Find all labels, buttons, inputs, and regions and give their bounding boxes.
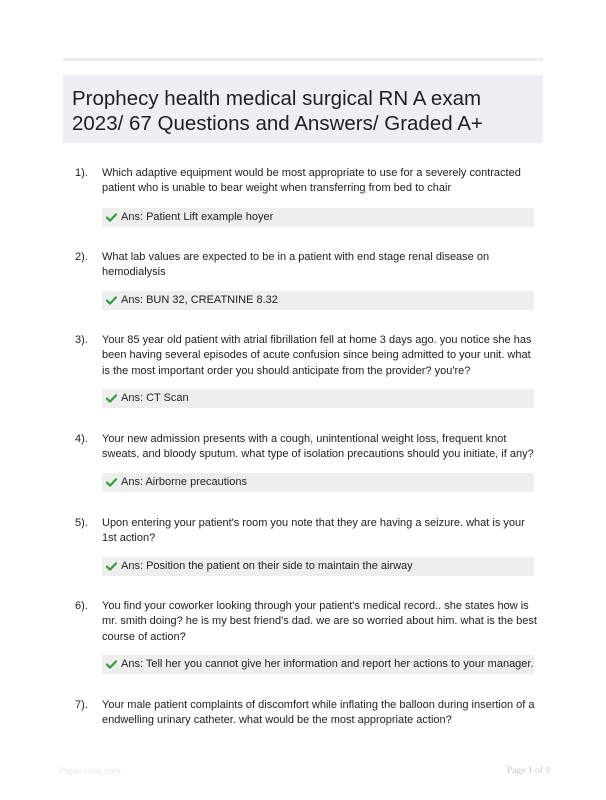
top-divider	[63, 58, 543, 61]
footer-watermark: Paperssbs.com	[59, 766, 122, 776]
check-icon	[106, 208, 117, 227]
question-number: 2).	[75, 251, 88, 263]
question-text: You find your coworker looking through your patient's medical record.. she states how is mr. smith doing? he is my best friend's dad. we are so worried about him. what is the best course of action?	[102, 600, 537, 643]
page-number: Page 1 of 9	[506, 766, 550, 776]
answer-text: Ans: BUN 32, CREATNINE 8.32	[121, 294, 278, 306]
question-number: 6).	[75, 600, 88, 612]
answer-text: Ans: CT Scan	[121, 392, 189, 404]
answer-box	[102, 655, 534, 674]
answer-text: Ans: Tell her you cannot give her information and report her actions to your manager.	[121, 658, 534, 670]
answer-box	[102, 389, 534, 408]
answer-box	[102, 291, 534, 310]
question-number: 3).	[75, 334, 88, 346]
check-icon	[106, 473, 117, 492]
question-text: Your 85 year old patient with atrial fibrillation fell at home 3 days ago. you notice she has been having several episodes of acute confusion since being admitted to your unit. what is the most important order you should anticipate from the provider? you're?	[102, 334, 532, 377]
question-number: 1).	[75, 167, 88, 179]
answer-box	[102, 557, 534, 576]
question-text: Your male patient complaints of discomfort while inflating the balloon during insertion of a endwelling urinary catheter. what would be the most appropriate action?	[102, 699, 535, 727]
title-banner	[63, 75, 543, 143]
question-text: What lab values are expected to be in a patient with end stage renal disease on hemodialysis	[102, 251, 490, 279]
question-number: 5).	[75, 517, 88, 529]
check-icon	[106, 655, 117, 674]
answer-text: Ans: Airborne precautions	[121, 476, 247, 488]
page-title: Prophecy health medical surgical RN A exam 2023/ 67 Questions and Answers/ Graded A+	[72, 87, 483, 135]
check-icon	[106, 557, 117, 576]
answer-text: Ans: Position the patient on their side to maintain the airway	[121, 560, 413, 572]
question-text: Upon entering your patient's room you note that they are having a seizure. what is your 1st action?	[102, 517, 525, 545]
answer-text: Ans: Patient Lift example hoyer	[121, 211, 274, 223]
question-number: 7).	[75, 699, 88, 711]
answer-box	[102, 473, 534, 492]
question-text: Your new admission presents with a cough, unintentional weight loss, frequent knot sweats, and bloody sputum. what type of isolation precautions should you initiate, if any?	[102, 433, 534, 461]
question-text: Which adaptive equipment would be most appropriate to use for a severely contracted patient who is unable to bear weight when transferring from bed to chair	[102, 167, 521, 195]
check-icon	[106, 291, 117, 310]
answer-box	[102, 208, 534, 227]
question-number: 4).	[75, 433, 88, 445]
check-icon	[106, 389, 117, 408]
